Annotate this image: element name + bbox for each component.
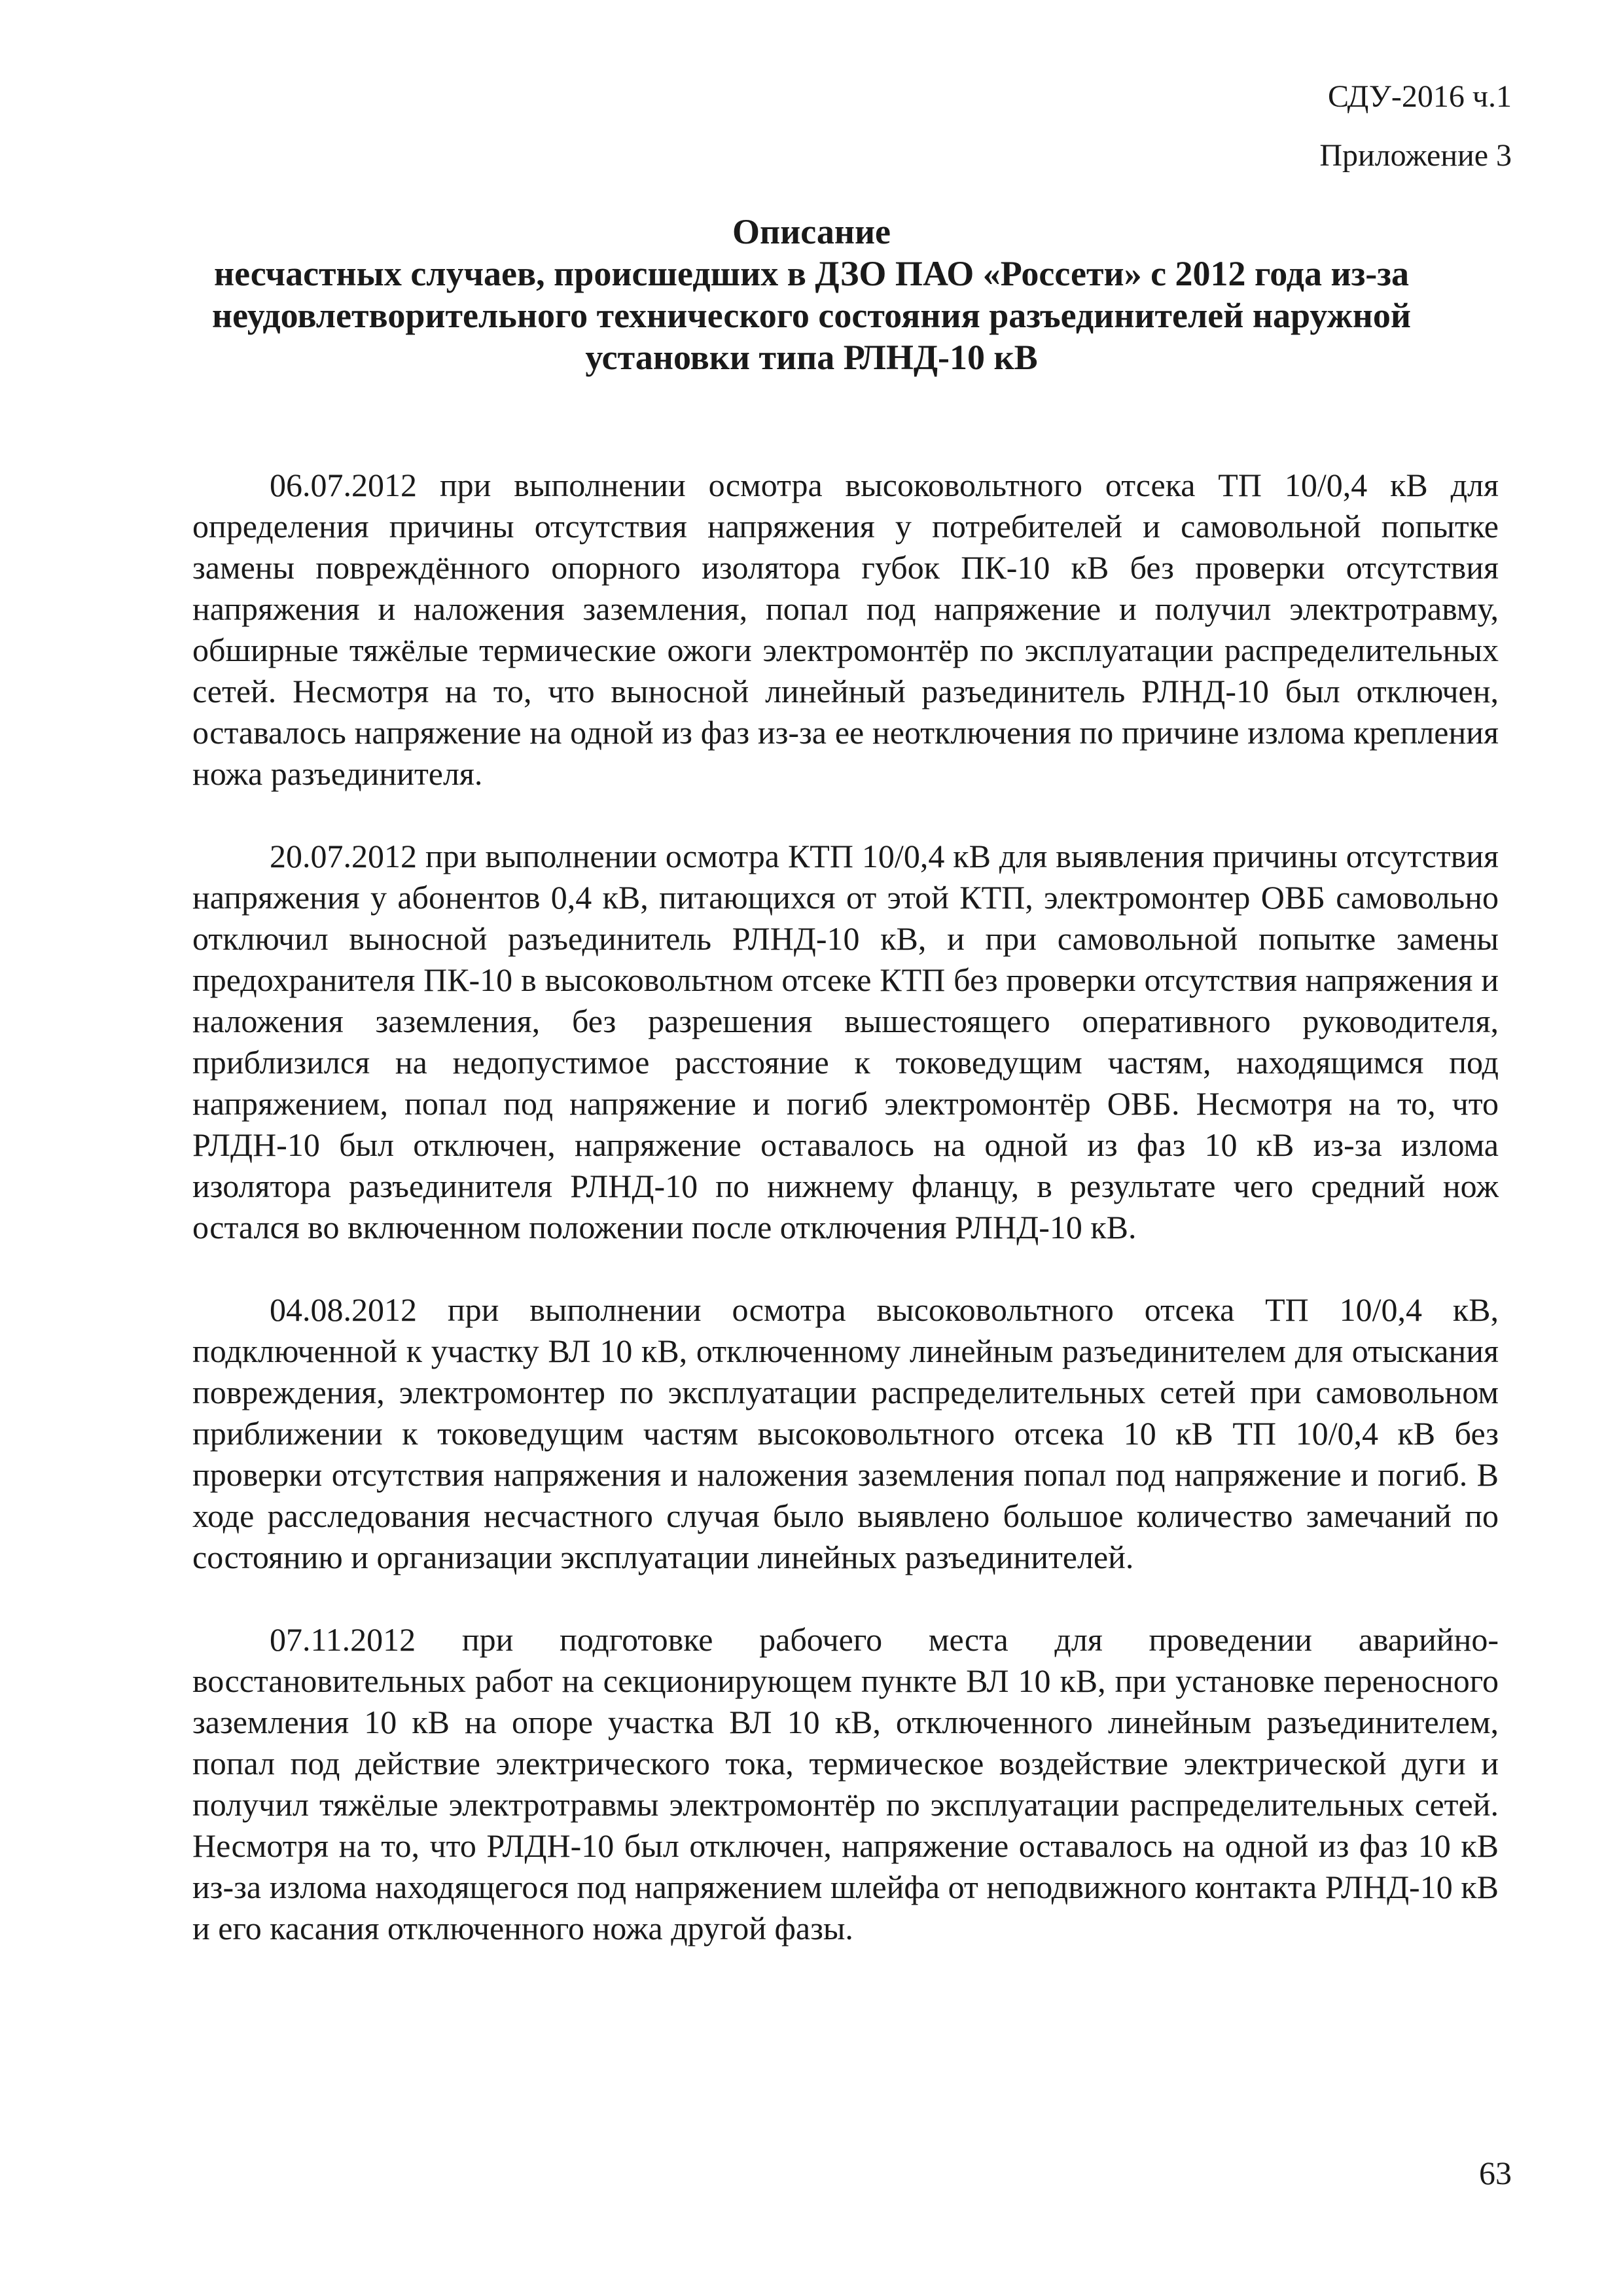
paragraph-incident-2012-08-04: 04.08.2012 при выполнении осмотра высоковольтного отсека ТП 10/0,4 кВ, подключенной к участку ВЛ 10 кВ, отключенному линейным разъединителем для отыскания повреждения, электромонтер по эксплуатации распределительных сетей при самовольном приближении к токоведущим частям высоковольтного отсека 10 кВ ТП 10/0,4 кВ без проверки отсутствия напряжения и наложения заземления попал под напряжение и погиб. В ходе расследования несчастного случая было выявлено большое количество замечаний по состоянию и организации эксплуатации линейных разъединителей.: [192, 1291, 1499, 1575]
body-text: [192, 465, 1499, 1990]
appendix-label: Приложение 3: [1319, 138, 1512, 173]
document-title: [196, 211, 1427, 378]
title-subtitle: несчастных случаев, происшедших в ДЗО ПАО «Россети» с 2012 года из-за неудовлетворительного технического состояния разъединителей наружной установки типа РЛНД-10 кВ: [212, 254, 1411, 377]
paragraph-incident-2012-07-06: 06.07.2012 при выполнении осмотра высоковольтного отсека ТП 10/0,4 кВ для определения причины отсутствия напряжения у потребителей и самовольной попытке замены повреждённого опорного изолятора губок ПК-10 кВ без проверки отсутствия напряжения и наложения заземления, попал под напряжение и получил электротравму, обширные тяжёлые термические ожоги электромонтёр по эксплуатации распределительных сетей. Несмотря на то, что выносной линейный разъединитель РЛНД-10 был отключен, оставалось напряжение на одной из фаз из-за ее неотключения по причине излома крепления ножа разъединителя.: [192, 467, 1499, 792]
page-number: 63: [1479, 2155, 1512, 2191]
title-main: Описание: [732, 212, 891, 251]
paragraph-incident-2012-07-20: 20.07.2012 при выполнении осмотра КТП 10/0,4 кВ для выявления причины отсутствия напряжения у абонентов 0,4 кВ, питающихся от этой КТП, электромонтер ОВБ самовольно отключил выносной разъединитель РЛНД-10 кВ, и при самовольной попытке замены предохранителя ПК-10 в высоковольтном отсеке КТП без проверки отсутствия напряжения и наложения заземления, без разрешения вышестоящего оперативного руководителя, приблизился на недопустимое расстояние к токоведущим частям, находящимся под напряжением, попал под напряжение и погиб электромонтёр ОВБ. Несмотря на то, что РЛДН-10 был отключен, напряжение оставалось на одной из фаз 10 кВ из-за излома изолятора разъединителя РЛНД-10 по нижнему фланцу, в результате чего средний нож остался во включенном положении после отключения РЛНД-10 кВ.: [192, 838, 1499, 1246]
paragraph-incident-2012-11-07: 07.11.2012 при подготовке рабочего места для проведении аварийно-восстановительных работ на секционирующем пункте ВЛ 10 кВ, при установке переносного заземления 10 кВ на опоре участка ВЛ 10 кВ, отключенного линейным разъединителем, попал под действие электрического тока, термическое воздействие электрической дуги и получил тяжёлые электротравмы электромонтёр по эксплуатации распределительных сетей. Несмотря на то, что РЛДН-10 был отключен, напряжение оставалось на одной из фаз 10 кВ из-за излома находящегося под напряжением шлейфа от неподвижного контакта РЛНД-10 кВ и его касания отключенного ножа другой фазы.: [192, 1621, 1499, 1946]
document-code: СДУ-2016 ч.1: [1327, 79, 1512, 114]
